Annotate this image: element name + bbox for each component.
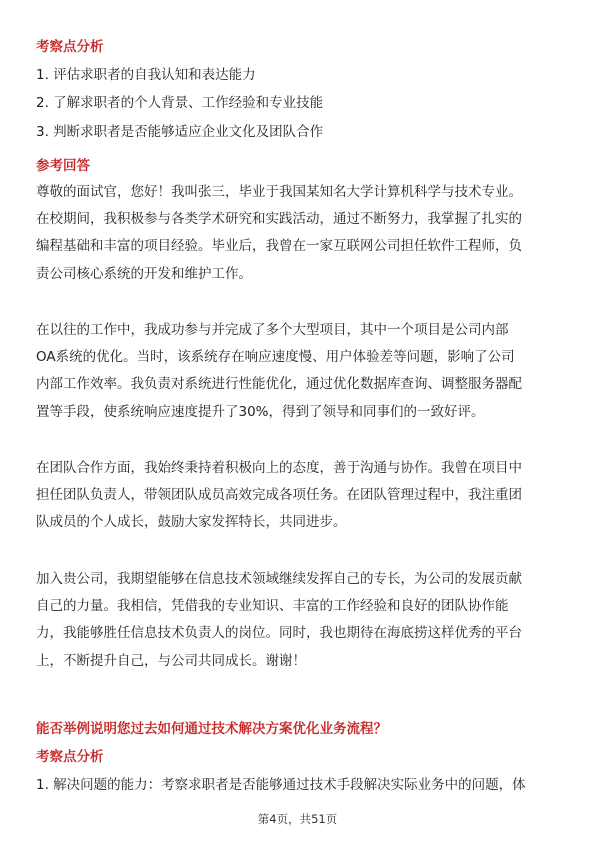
paragraph-line: 尊敬的面试官，您好！我叫张三，毕业于我国某知名大学计算机科学与技术专业。: [36, 184, 522, 200]
answer-paragraph-1: [36, 179, 560, 288]
answer-heading: 参考回答: [36, 158, 90, 174]
paragraph-line: 责公司核心系统的开发和维护工作。: [36, 265, 252, 282]
answer-paragraph-4: [36, 566, 560, 675]
paragraph-line: 担任团队负责人，带领团队成员高效完成各项任务。在团队管理过程中，我注重团: [36, 487, 522, 504]
paragraph-line: 置等手段，使系统响应速度提升了30%，得到了领导和同事们的一致好评。: [36, 403, 485, 420]
question-title: 能否举例说明您过去如何通过技术解决方案优化业务流程？: [36, 721, 387, 737]
analysis-heading: 考察点分析: [36, 39, 104, 55]
analysis-item-next: 1. 解决问题的能力：考察求职者是否能够通过技术手段解决实际业务中的问题，体: [36, 777, 526, 793]
paragraph-line: 加入贵公司，我期望能够在信息技术领域继续发挥自己的专长，为公司的发展贡献: [36, 571, 522, 587]
analysis-item-1: 1. 评估求职者的自我认知和表达能力: [36, 67, 256, 83]
paragraph-line: 内部工作效率。我负责对系统进行性能优化，通过优化数据库查询、调整服务器配: [36, 376, 522, 393]
answer-paragraph-3: [36, 455, 560, 537]
paragraph-line: 队成员的个人成长，鼓励大家发挥特长，共同进步。: [36, 514, 347, 531]
page-number: 第4页，共51页: [257, 812, 338, 826]
paragraph-line: 力，我能够胜任信息技术负责人的岗位。同时，我也期待在海底捞这样优秀的平台: [36, 625, 522, 642]
paragraph-line: 在团队合作方面，我始终秉持着积极向上的态度，善于沟通与协作。我曾在项目中: [36, 460, 522, 476]
analysis-heading-2: 考察点分析: [36, 749, 104, 765]
analysis-item-3: 3. 判断求职者是否能够适应企业文化及团队合作: [36, 124, 324, 140]
paragraph-line: 编程基础和丰富的项目经验。毕业后，我曾在一家互联网公司担任软件工程师，负: [36, 238, 522, 255]
paragraph-line: 在校期间，我积极参与各类学术研究和实践活动，通过不断努力，我掌握了扎实的: [36, 211, 522, 228]
paragraph-line: OA系统的优化。当时，该系统存在响应速度慢、用户体验差等问题，影响了公司: [36, 349, 515, 366]
analysis-item-2: 2. 了解求职者的个人背景、工作经验和专业技能: [36, 95, 324, 111]
answer-paragraph-2: [36, 317, 560, 426]
paragraph-line: 自己的力量。我相信，凭借我的专业知识、丰富的工作经验和良好的团队协作能: [36, 598, 509, 615]
paragraph-line: 在以往的工作中，我成功参与并完成了多个大型项目，其中一个项目是公司内部: [36, 322, 509, 338]
paragraph-line: 上，不断提升自己，与公司共同成长。谢谢！: [36, 652, 306, 669]
